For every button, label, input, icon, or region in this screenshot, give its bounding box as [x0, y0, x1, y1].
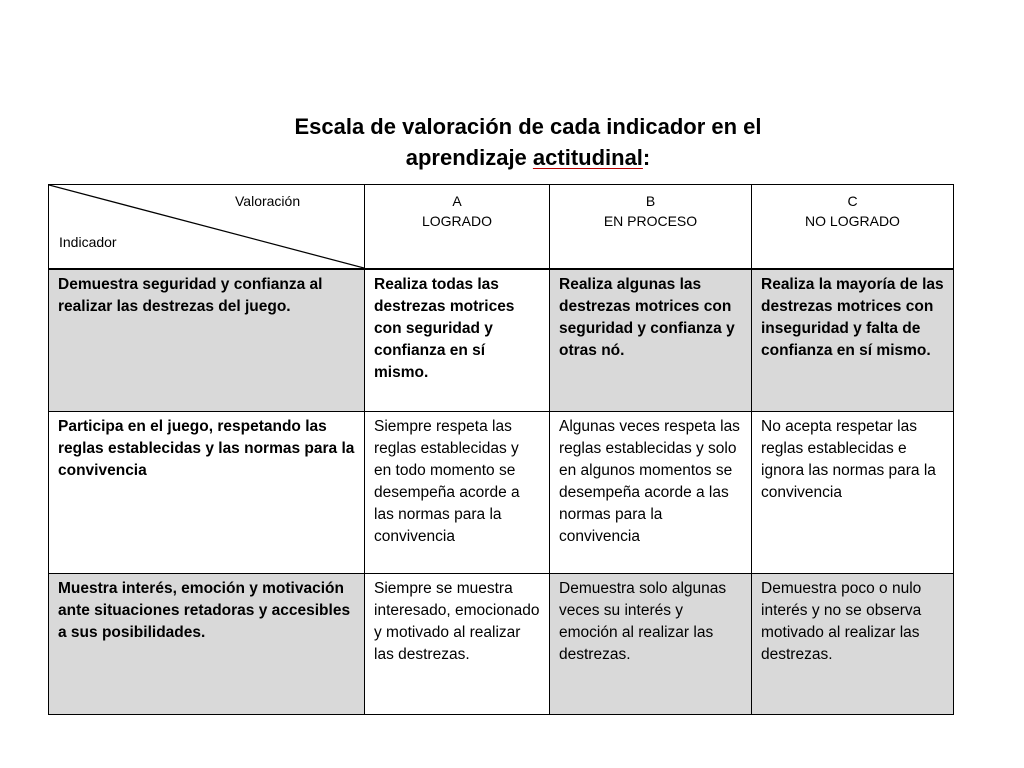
level-c-cell: No acepta respetar las reglas establecidas e ignora las normas para la convivencia — [752, 412, 954, 574]
level-header-a — [365, 185, 550, 270]
title-line-2-prefix: aprendizaje — [405, 145, 533, 170]
level-c-cell: Realiza la mayoría de las destrezas motrices con inseguridad y falta de confianza en sí mismo. — [752, 269, 954, 412]
level-a-cell: Realiza todas las destrezas motrices con seguridad y confianza en sí mismo. — [365, 269, 550, 412]
table-row — [49, 574, 954, 715]
level-b-cell: Realiza algunas las destrezas motrices con seguridad y confianza y otras nó. — [550, 269, 752, 412]
diagonal-divider — [49, 185, 364, 268]
title-line-2 — [0, 142, 1024, 173]
title-line-1: Escala de valoración de cada indicador en el — [294, 114, 762, 139]
indicador-label: Indicador — [59, 234, 117, 250]
rating-scale-table — [48, 184, 954, 715]
valoracion-label: Valoración — [235, 193, 301, 209]
table-row — [49, 269, 954, 412]
title-line-2-suffix: : — [642, 145, 651, 170]
level-header-c — [752, 185, 954, 270]
level-name: LOGRADO — [421, 213, 492, 229]
level-name: NO LOGRADO — [805, 213, 900, 229]
level-c-cell: Demuestra poco o nulo interés y no se observa motivado al realizar las destrezas. — [752, 574, 954, 715]
page-title — [0, 111, 1024, 173]
indicator-cell: Muestra interés, emoción y motivación ante situaciones retadoras y accesibles a sus posibilidades. — [49, 574, 365, 715]
level-header-b — [550, 185, 752, 270]
level-letter: C — [847, 193, 858, 209]
table-row — [49, 412, 954, 574]
corner-header-cell — [49, 185, 365, 270]
level-b-cell: Algunas veces respeta las reglas establecidas y solo en algunos momentos se desempeña acorde a las normas para la convivencia — [550, 412, 752, 574]
level-b-cell: Demuestra solo algunas veces su interés y emoción al realizar las destrezas. — [550, 574, 752, 715]
level-letter: A — [452, 193, 462, 209]
indicator-cell: Demuestra seguridad y confianza al realizar las destrezas del juego. — [49, 269, 365, 412]
level-a-cell: Siempre respeta las reglas establecidas y en todo momento se desempeña acorde a las normas para la convivencia — [365, 412, 550, 574]
level-name: EN PROCESO — [603, 213, 698, 229]
level-letter: B — [645, 193, 656, 209]
indicator-cell: Participa en el juego, respetando las reglas establecidas y las normas para la convivencia — [49, 412, 365, 574]
level-a-cell: Siempre se muestra interesado, emocionado y motivado al realizar las destrezas. — [365, 574, 550, 715]
title-emphasis-word: actitudinal — [532, 145, 643, 170]
table-header-row — [49, 185, 954, 270]
